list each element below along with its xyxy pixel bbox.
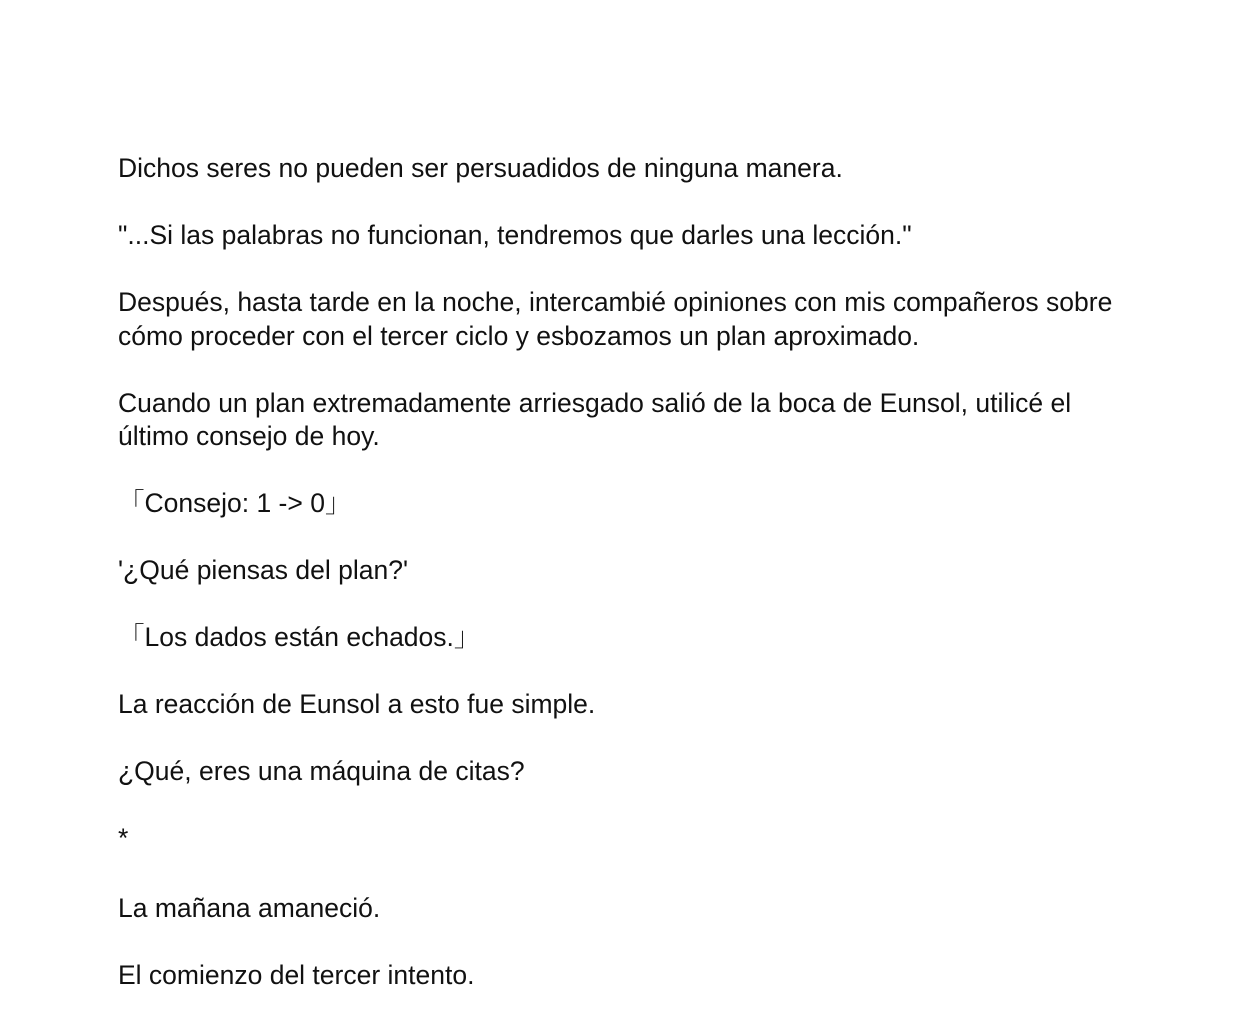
paragraph: "...Si las palabras no funcionan, tendremos que darles una lección." xyxy=(118,220,912,250)
paragraph: 「Los dados están echados.」 xyxy=(118,622,481,652)
paragraph: Después, hasta tarde en la noche, intercambié opiniones con mis compañeros sobre cómo proceder con el tercer ciclo y esbozamos un plan aproximado. xyxy=(118,287,1120,351)
paragraph: Dichos seres no pueden ser persuadidos de ninguna manera. xyxy=(118,153,843,183)
paragraph: '¿Qué piensas del plan?' xyxy=(118,555,409,585)
paragraph: La reacción de Eunsol a esto fue simple. xyxy=(118,689,596,719)
section-separator: * xyxy=(118,823,129,853)
paragraph: La mañana amaneció. xyxy=(118,892,381,923)
document-body xyxy=(118,152,1138,1026)
paragraph: ¿Qué, eres una máquina de citas? xyxy=(118,756,525,786)
paragraph: 「Consejo: 1 -> 0」 xyxy=(118,488,352,518)
paragraph: El comienzo del tercer intento. xyxy=(118,959,475,990)
paragraph: Cuando un plan extremadamente arriesgado salió de la boca de Eunsol, utilicé el último consejo de hoy. xyxy=(118,387,1079,451)
